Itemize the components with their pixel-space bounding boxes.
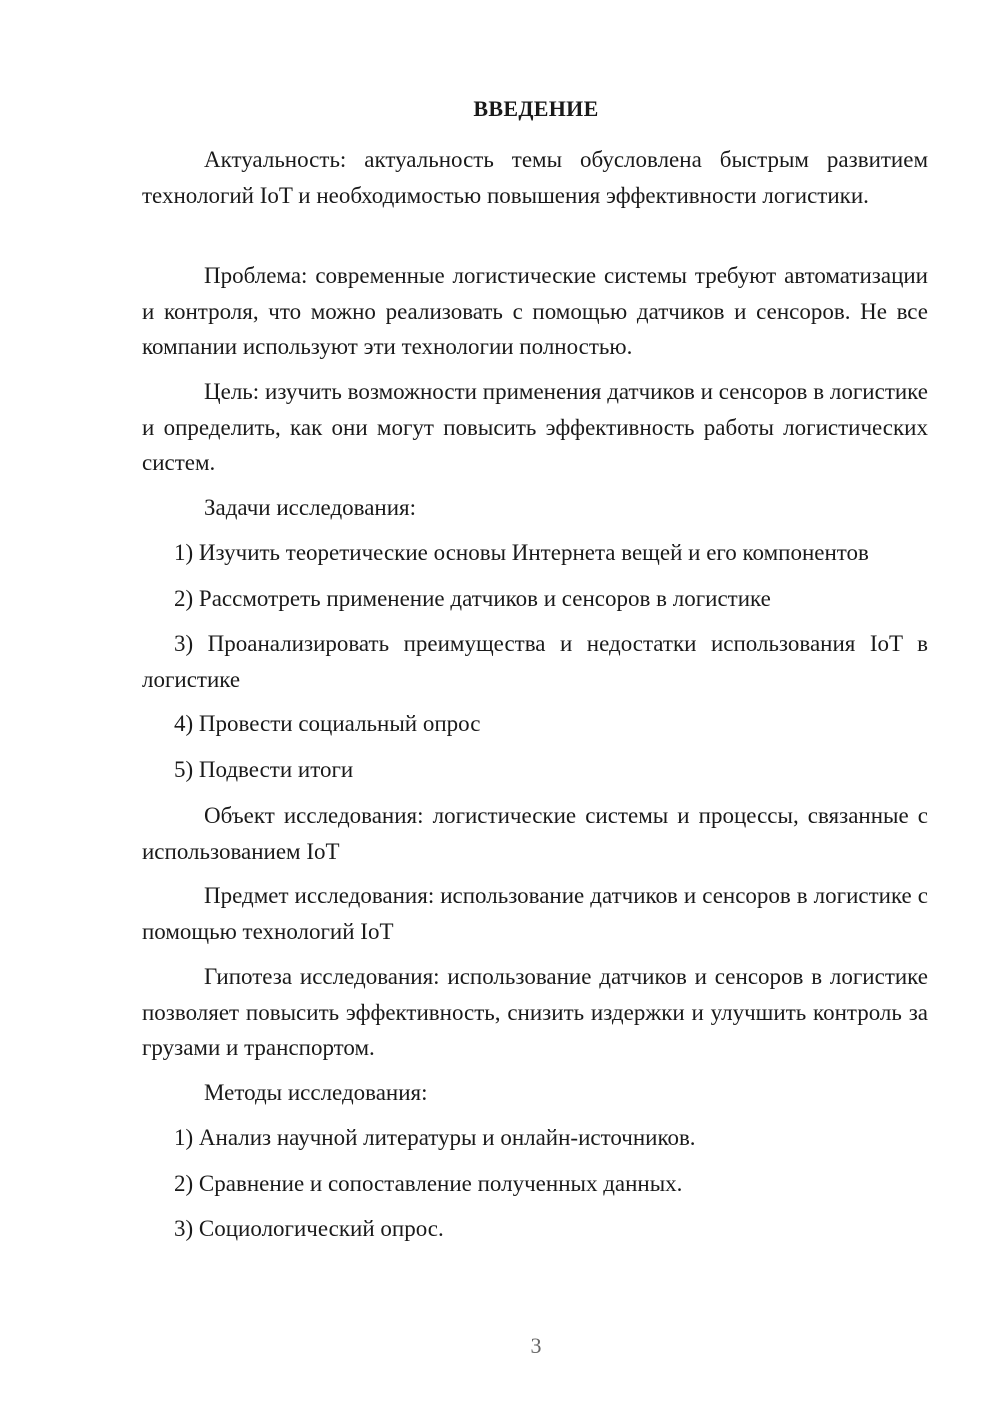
task-item-3: 3) Проанализировать преимущества и недостатки использования IoT в логистике [142, 631, 928, 692]
task-item-5: 5) Подвести итоги [174, 757, 354, 782]
methods-heading: Методы исследования: [204, 1080, 428, 1105]
method-item-1: 1) Анализ научной литературы и онлайн-источников. [174, 1125, 696, 1150]
task-item-1: 1) Изучить теоретические основы Интернета вещей и его компонентов [174, 540, 869, 565]
page-number: 3 [530, 1333, 542, 1358]
paragraph-goal: Цель: изучить возможности применения датчиков и сенсоров в логистике и определить, как они могут повысить эффективность работы логистических систем. [142, 379, 928, 475]
task-item-2: 2) Рассмотреть применение датчиков и сенсоров в логистике [174, 586, 771, 611]
task-item-4: 4) Провести социальный опрос [174, 711, 481, 736]
paragraph-hypothesis: Гипотеза исследования: использование датчиков и сенсоров в логистике позволяет повысить эффективность, снизить издержки и улучшить контроль за грузами и транспортом. [142, 964, 928, 1060]
section-title: ВВЕДЕНИЕ [473, 96, 599, 121]
method-item-2: 2) Сравнение и сопоставление полученных данных. [174, 1171, 683, 1196]
paragraph-relevance: Актуальность: актуальность темы обусловлена быстрым развитием технологий IoT и необходимостью повышения эффективности логистики. [142, 147, 928, 208]
paragraph-object: Объект исследования: логистические системы и процессы, связанные с использованием IoT [142, 803, 928, 864]
tasks-heading: Задачи исследования: [204, 495, 417, 520]
method-item-3: 3) Социологический опрос. [174, 1216, 444, 1241]
paragraph-subject: Предмет исследования: использование датчиков и сенсоров в логистике с помощью технологий IoT [142, 883, 928, 944]
paragraph-problem: Проблема: современные логистические системы требуют автоматизации и контроля, что можно реализовать с помощью датчиков и сенсоров. Не все компании используют эти технологии полностью. [142, 263, 928, 359]
